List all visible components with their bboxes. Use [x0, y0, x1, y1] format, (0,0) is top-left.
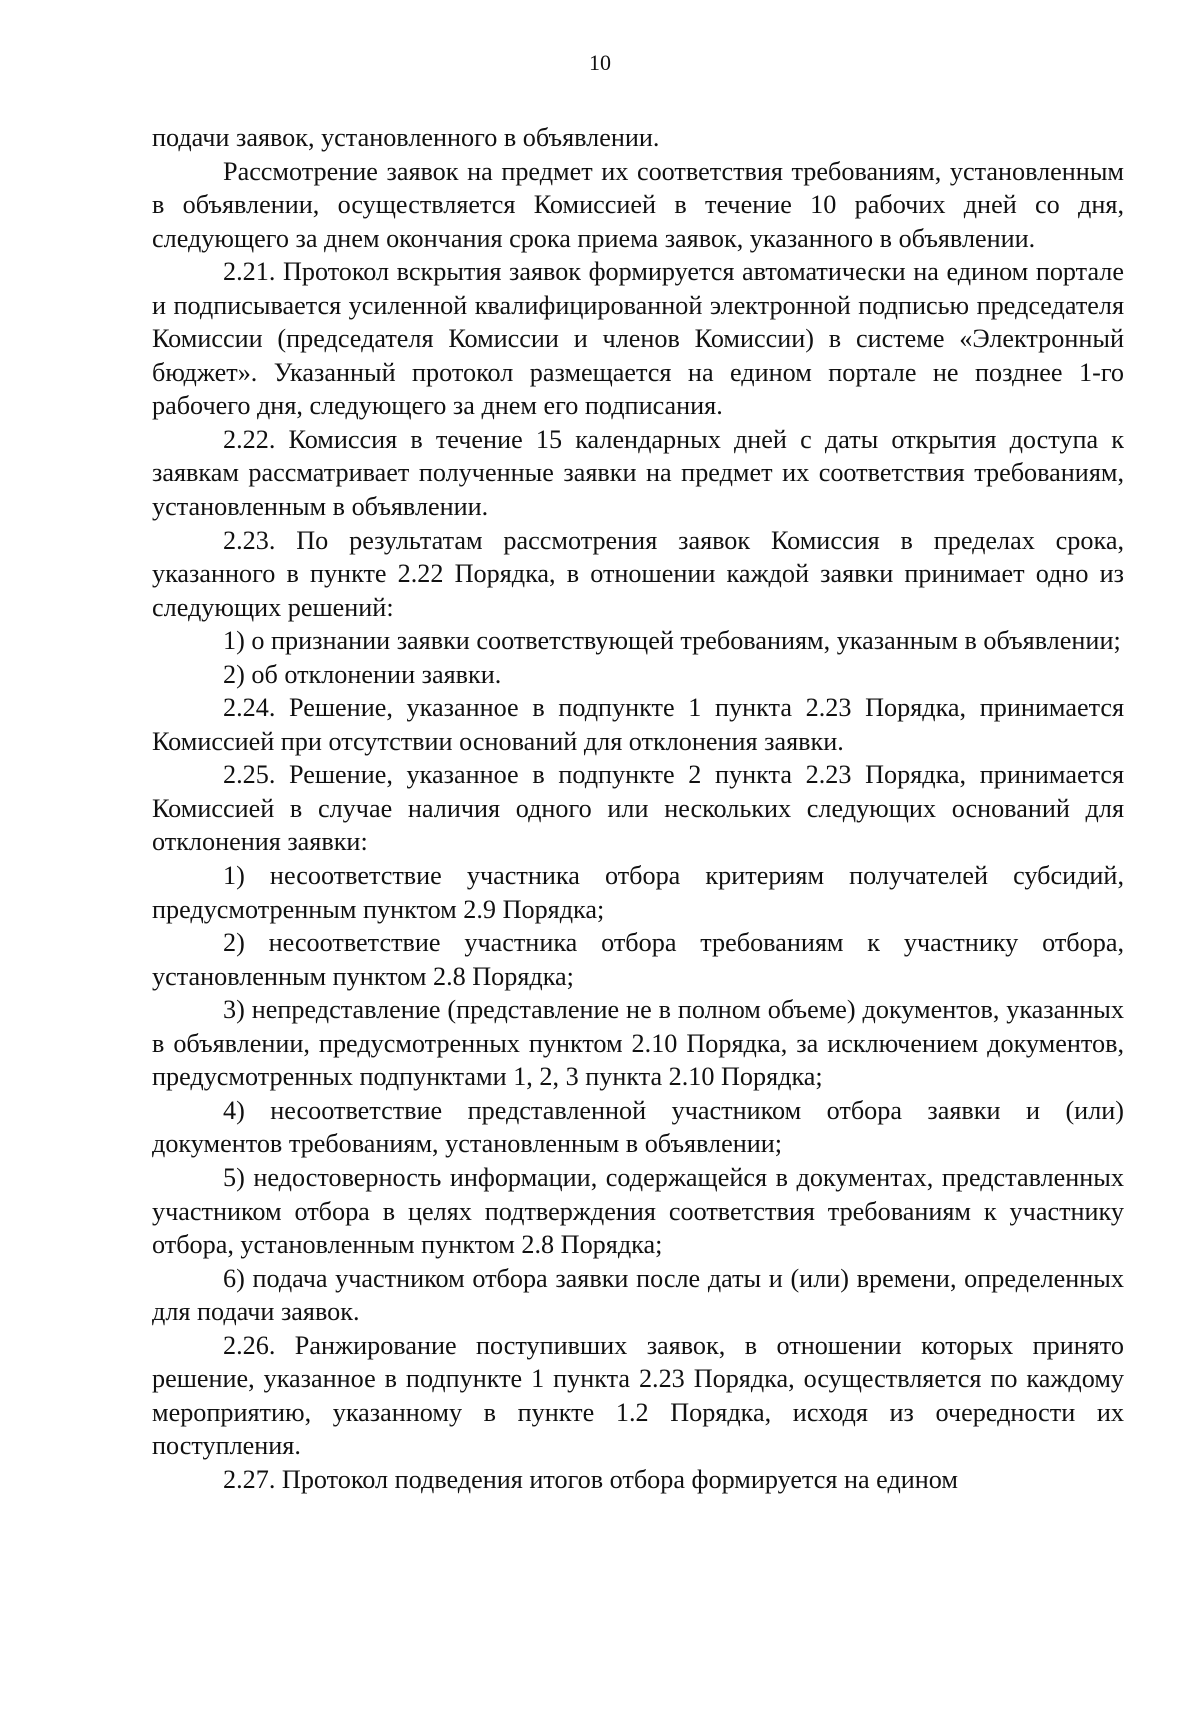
- paragraph-2-21: 2.21. Протокол вскрытия заявок формируется автоматически на едином портале и подписывается усиленной квалифицированной электронной подписью председателя Комиссии (председателя Комиссии и членов Комиссии) в системе «Электронный бюджет». Указанный протокол размещается на едином портале не позднее 1-го рабочего дня, следующего за днем его подписания.: [152, 257, 1124, 421]
- document-body: [152, 121, 1124, 1496]
- page-number: 10: [589, 50, 611, 75]
- list-item-2-25-5: 5) недостоверность информации, содержащейся в документах, представленных участником отбора в целях подтверждения соответствия требованиям к участнику отбора, установленным пунктом 2.8 Порядка;: [152, 1162, 1124, 1260]
- list-item-2-25-4: 4) несоответствие представленной участником отбора заявки и (или) документов требованиям, установленным в объявлении;: [152, 1095, 1124, 1159]
- paragraph-2-25: 2.25. Решение, указанное в подпункте 2 пункта 2.23 Порядка, принимается Комиссией в случае наличия одного или нескольких следующих оснований для отклонения заявки:: [152, 760, 1124, 857]
- paragraph-2-27: 2.27. Протокол подведения итогов отбора формируется на едином: [223, 1464, 958, 1494]
- paragraph-continuation: подачи заявок, установленного в объявлении.: [152, 123, 660, 152]
- paragraph-2-22: 2.22. Комиссия в течение 15 календарных дней с даты открытия доступа к заявкам рассматривает полученные заявки на предмет их соответствия требованиям, установленным в объявлении.: [152, 424, 1124, 522]
- paragraph-2-26: 2.26. Ранжирование поступивших заявок, в отношении которых принято решение, указанное в подпункте 1 пункта 2.23 Порядка, осуществляется по каждому мероприятию, указанному в пункте 1.2 Порядка, исходя из очередности их поступления.: [152, 1330, 1124, 1461]
- list-item-2-23-2: 2) об отклонении заявки.: [223, 659, 502, 689]
- list-item-2-23-1: 1) о признании заявки соответствующей требованиям, указанным в объявлении;: [223, 626, 1121, 656]
- paragraph-2-23: 2.23. По результатам рассмотрения заявок Комиссия в пределах срока, указанного в пункте 2.22 Порядка, в отношении каждой заявки принимает одно из следующих решений:: [152, 525, 1124, 622]
- list-item-2-25-6: 6) подача участником отбора заявки после даты и (или) времени, определенных для подачи заявок.: [152, 1263, 1124, 1327]
- paragraph-review-of-applications: Рассмотрение заявок на предмет их соответствия требованиям, установленным в объявлении, осуществляется Комиссией в течение 10 рабочих дней со дня, следующего за днем окончания срока приема заявок, указанного в объявлении.: [152, 156, 1124, 253]
- list-item-2-25-1: 1) несоответствие участника отбора критериям получателей субсидий, предусмотренным пунктом 2.9 Порядка;: [152, 861, 1124, 924]
- paragraph-2-24: 2.24. Решение, указанное в подпункте 1 пункта 2.23 Порядка, принимается Комиссией при отсутствии оснований для отклонения заявки.: [152, 693, 1124, 756]
- list-item-2-25-2: 2) несоответствие участника отбора требованиям к участнику отбора, установленным пунктом 2.8 Порядка;: [152, 928, 1124, 991]
- list-item-2-25-3: 3) непредставление (представление не в полном объеме) документов, указанных в объявлении, предусмотренных пунктом 2.10 Порядка, за исключением документов, предусмотренных подпунктами 1, 2, 3 пункта 2.10 Порядка;: [152, 995, 1124, 1092]
